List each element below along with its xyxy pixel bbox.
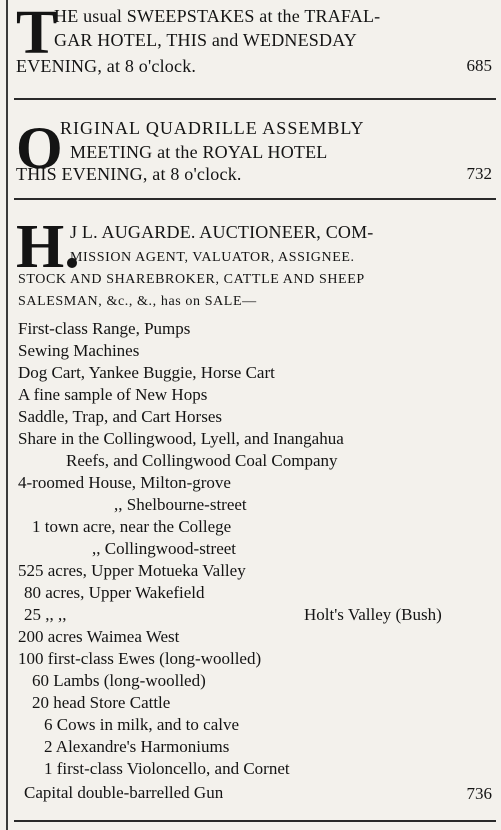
list-item: 100 first-class Ewes (long-woolled) <box>18 649 262 668</box>
list-item: 4-roomed House, Milton-grove <box>18 473 231 492</box>
list-item: First-class Range, Pumps <box>18 319 191 338</box>
ad-line: SALESMAN, &c., &., has on SALE— <box>18 294 257 309</box>
list-item: 6 Cows in milk, and to calve <box>44 715 240 734</box>
sweepstakes-advertisement <box>14 0 496 104</box>
ad-line: HE usual SWEEPSTAKES at the TRAFAL- <box>54 6 381 26</box>
list-item: Sewing Machines <box>18 341 140 360</box>
ad-line: MEETING at the ROYAL HOTEL <box>70 142 328 162</box>
list-item: 20 head Store Cattle <box>32 693 171 712</box>
ad-line: EVENING, at 8 o'clock. <box>16 56 197 76</box>
ad-number: 736 <box>466 784 492 803</box>
list-item: 2 Alexandre's Harmoniums <box>44 737 230 756</box>
list-item: Saddle, Trap, and Cart Horses <box>18 407 222 426</box>
list-item: 525 acres, Upper Motueka Valley <box>18 561 246 580</box>
drop-cap: H. <box>16 213 80 281</box>
list-item: Dog Cart, Yankee Buggie, Horse Cart <box>18 363 275 382</box>
ad-line: STOCK AND SHAREBROKER, CATTLE AND SHEEP <box>18 272 365 287</box>
list-item: 1 first-class Violoncello, and Cornet <box>44 759 290 778</box>
list-item: 80 acres, Upper Wakefield <box>24 583 205 602</box>
ad-number: 732 <box>466 164 492 183</box>
drop-cap: T <box>16 0 58 67</box>
list-item: ,, Collingwood-street <box>92 539 237 558</box>
ad-divider <box>14 198 496 200</box>
list-item: Capital double-barrelled Gun <box>24 783 224 802</box>
ad-line: GAR HOTEL, THIS and WEDNESDAY <box>54 30 357 50</box>
ad-divider <box>14 820 496 822</box>
quadrille-advertisement <box>14 104 496 204</box>
ad-line: J L. AUGARDE. AUCTIONEER, COM- <box>70 222 374 242</box>
list-item: A fine sample of New Hops <box>18 385 208 404</box>
ad-divider <box>14 98 496 100</box>
list-item: 1 town acre, near the College <box>32 517 232 536</box>
ad-number: 685 <box>466 56 492 75</box>
ad-line: RIGINAL QUADRILLE ASSEMBLY <box>60 118 365 138</box>
list-item: Reefs, and Collingwood Coal Company <box>66 451 338 470</box>
list-item: ,, Shelbourne-street <box>114 495 247 514</box>
augarde-auction-advertisement <box>14 204 496 814</box>
ad-line: THIS EVENING, at 8 o'clock. <box>16 164 242 184</box>
column-rule <box>6 0 8 830</box>
ad-line: MISSION AGENT, VALUATOR, ASSIGNEE. <box>70 250 355 265</box>
drop-cap: O <box>16 115 63 181</box>
list-item: Share in the Collingwood, Lyell, and Inangahua <box>18 429 344 448</box>
list-item: Holt's Valley (Bush) <box>304 605 442 624</box>
list-item: 25 ,, ,, <box>24 605 67 624</box>
list-item: 200 acres Waimea West <box>18 627 180 646</box>
list-item: 60 Lambs (long-woolled) <box>32 671 206 690</box>
